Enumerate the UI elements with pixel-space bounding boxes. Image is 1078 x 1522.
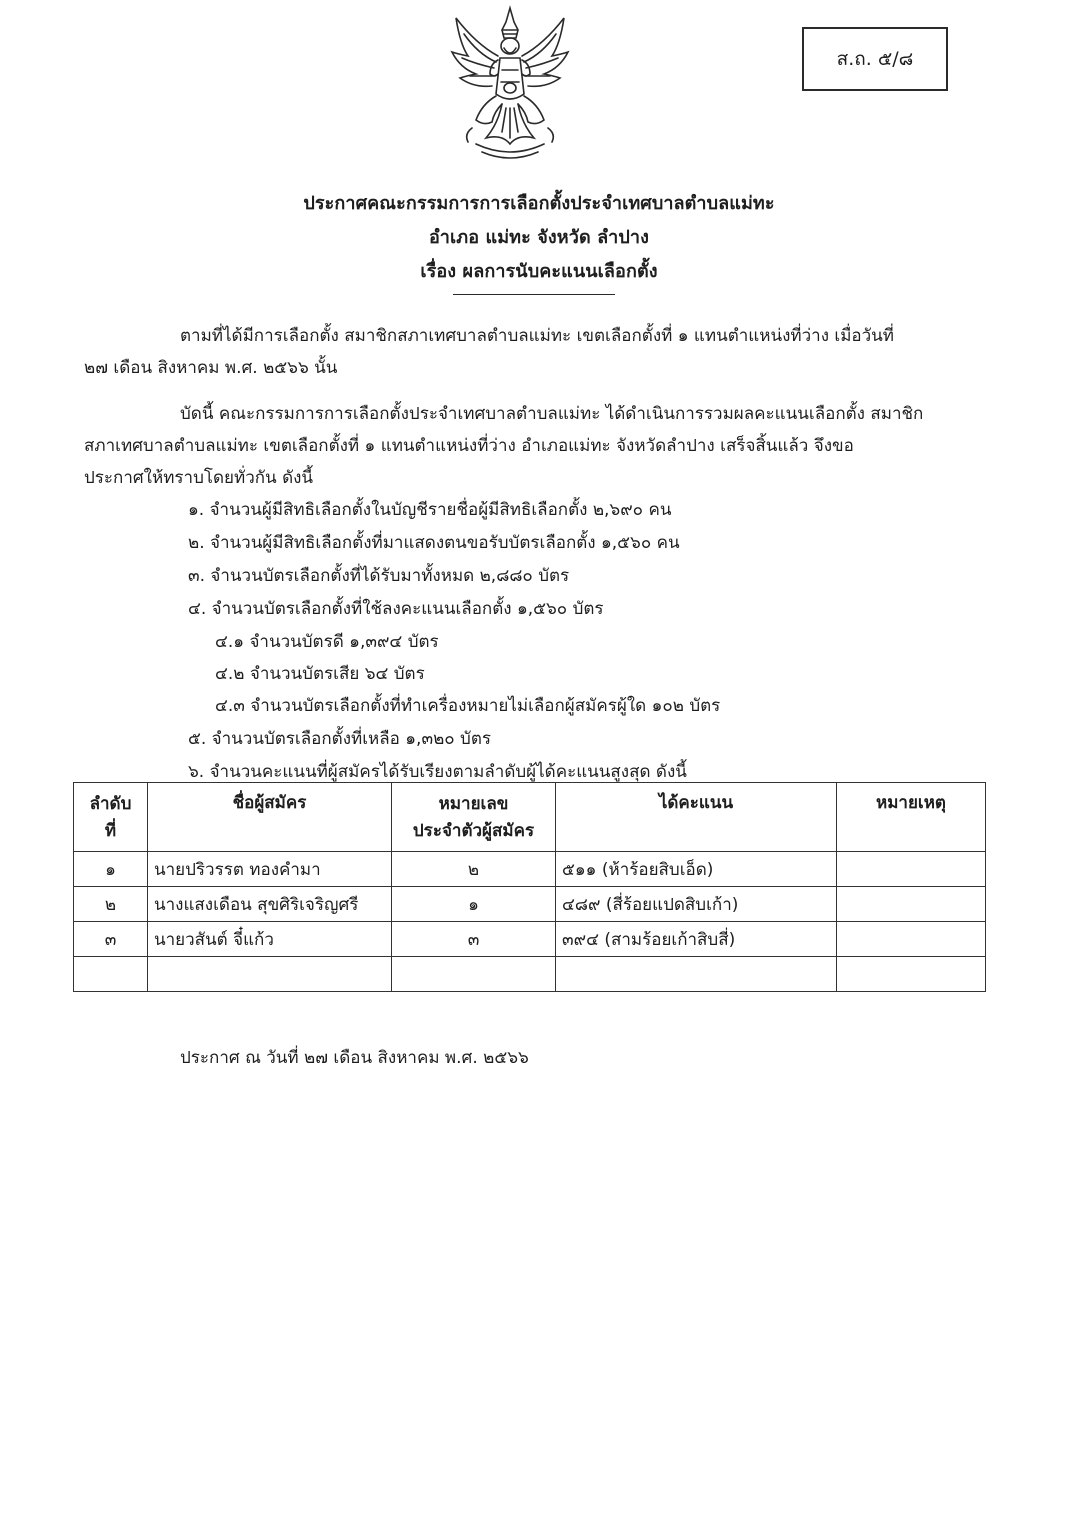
list-item-6: ๖. จำนวนคะแนนที่ผู้สมัครได้รับเรียงตามลำดับผู้ได้คะแนนสูงสุด ดังนี้: [188, 762, 687, 782]
header-name-label: ชื่อผู้สมัคร: [232, 793, 307, 813]
header-number-line-1: หมายเลข: [438, 794, 509, 814]
body-line-1: บัดนี้ คณะกรรมการการเลือกตั้งประจำเทศบาลตำบลแม่ทะ ได้ดำเนินการรวมผลคะแนนเลือกตั้ง สมาชิก: [180, 404, 924, 424]
header-order-line-2: ที่: [104, 821, 117, 841]
cell-order: ๓: [74, 922, 148, 957]
header-number: [392, 783, 556, 852]
cell-number: ๓: [392, 922, 556, 957]
form-code-box: [802, 27, 948, 91]
cell-remark: [837, 922, 986, 957]
list-item-4: ๔. จำนวนบัตรเลือกตั้งที่ใช้ลงคะแนนเลือกตั้ง ๑,๕๖๐ บัตร: [188, 599, 604, 619]
cell-order: ๒: [74, 887, 148, 922]
table-row: [74, 852, 986, 887]
body-line-3: ประกาศให้ทราบโดยทั่วกัน ดังนี้: [84, 468, 314, 488]
list-item-3: ๓. จำนวนบัตรเลือกตั้งที่ได้รับมาทั้งหมด ๒,๘๘๐ บัตร: [188, 566, 570, 586]
header-score-label: ได้คะแนน: [658, 793, 734, 813]
header-score: [556, 783, 837, 852]
title-line-1: ประกาศคณะกรรมการการเลือกตั้งประจำเทศบาลตำบลแม่ทะ: [303, 193, 775, 214]
cell-number: ๒: [392, 852, 556, 887]
header-remark: [837, 783, 986, 852]
intro-line-2: ๒๗ เดือน สิงหาคม พ.ศ. ๒๕๖๖ นั้น: [84, 358, 338, 378]
cell-number: ๑: [392, 887, 556, 922]
list-item-4-3: ๔.๓ จำนวนบัตรเลือกตั้งที่ทำเครื่องหมายไม่เลือกผู้สมัครผู้ใด ๑๐๒ บัตร: [215, 696, 721, 716]
list-item-5: ๕. จำนวนบัตรเลือกตั้งที่เหลือ ๑,๓๒๐ บัตร: [188, 729, 492, 749]
cell-empty: [556, 957, 837, 992]
list-item-1: ๑. จำนวนผู้มีสิทธิเลือกตั้งในบัญชีรายชื่อผู้มีสิทธิเลือกตั้ง ๒,๖๙๐ คน: [188, 500, 672, 520]
header-name: [148, 783, 392, 852]
intro-line-1: ตามที่ได้มีการเลือกตั้ง สมาชิกสภาเทศบาลตำบลแม่ทะ เขตเลือกตั้งที่ ๑ แทนตำแหน่งที่ว่าง เมื่อวันที่: [180, 326, 894, 346]
header-order-line-1: ลำดับ: [89, 794, 132, 814]
table-row: [74, 887, 986, 922]
cell-score: ๓๙๔ (สามร้อยเก้าสิบสี่): [556, 922, 837, 957]
header-number-line-2: ประจำตัวผู้สมัคร: [412, 821, 535, 841]
cell-remark: [837, 852, 986, 887]
cell-remark: [837, 887, 986, 922]
list-item-4-1: ๔.๑ จำนวนบัตรดี ๑,๓๙๔ บัตร: [215, 632, 439, 652]
cell-empty: [837, 957, 986, 992]
table-row: [74, 922, 986, 957]
cell-score: ๕๑๑ (ห้าร้อยสิบเอ็ด): [556, 852, 837, 887]
cell-name: นายปริวรรต ทองคำมา: [148, 852, 392, 887]
header-remark-label: หมายเหตุ: [876, 793, 946, 813]
list-item-4-2: ๔.๒ จำนวนบัตรเสีย ๖๔ บัตร: [215, 664, 425, 684]
title-line-3: เรื่อง ผลการนับคะแนนเลือกตั้ง: [420, 261, 658, 282]
table-row-empty: [74, 957, 986, 992]
garuda-emblem-icon: [446, 4, 574, 168]
header-order: [74, 783, 148, 852]
results-table: [73, 782, 986, 992]
cell-empty: [74, 957, 148, 992]
table-header-row: [74, 783, 986, 852]
list-item-2: ๒. จำนวนผู้มีสิทธิเลือกตั้งที่มาแสดงตนขอรับบัตรเลือกตั้ง ๑,๕๖๐ คน: [188, 533, 680, 553]
announcement-date: ประกาศ ณ วันที่ ๒๗ เดือน สิงหาคม พ.ศ. ๒๕๖๖: [180, 1048, 529, 1068]
cell-order: ๑: [74, 852, 148, 887]
title-underline: [453, 294, 615, 295]
body-line-2: สภาเทศบาลตำบลแม่ทะ เขตเลือกตั้งที่ ๑ แทนตำแหน่งที่ว่าง อำเภอแม่ทะ จังหวัดลำปาง เสร็จสิ้นแล้ว จึงขอ: [84, 436, 854, 456]
cell-name: นายวสันต์ จี๋แก้ว: [148, 922, 392, 957]
cell-name: นางแสงเดือน สุขศิริเจริญศรี: [148, 887, 392, 922]
cell-empty: [148, 957, 392, 992]
title-line-2: อำเภอ แม่ทะ จังหวัด ลำปาง: [428, 227, 649, 248]
form-code: ส.ถ. ๕/๘: [836, 48, 914, 70]
cell-score: ๔๘๙ (สี่ร้อยแปดสิบเก้า): [556, 887, 837, 922]
cell-empty: [392, 957, 556, 992]
